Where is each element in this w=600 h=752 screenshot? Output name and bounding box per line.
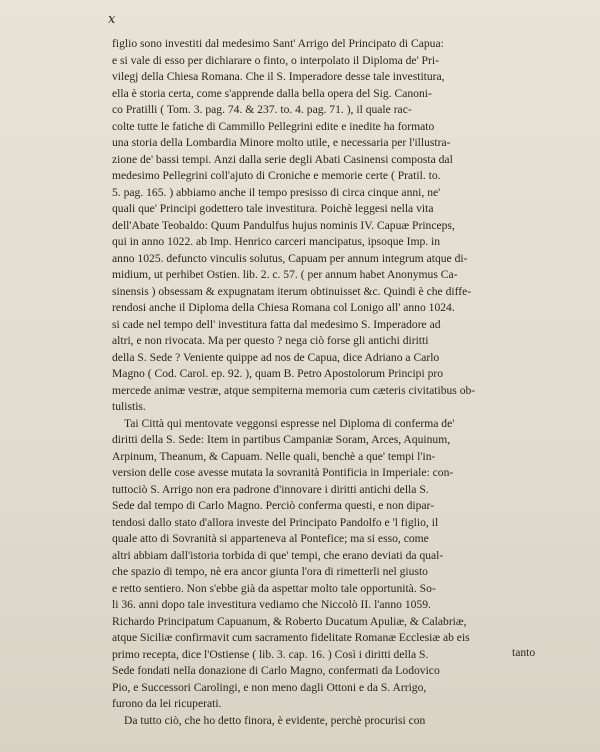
text-line: ella è storia certa, come s'apprende dalla bella opera del Sig. Canoni-: [112, 86, 432, 100]
text-line: colte tutte le fatiche di Cammillo Pellegrini edite e inedite ha formato: [112, 119, 435, 133]
text-line: tuttociò S. Arrigo non era padrone d'innovare i diritti antichi della S.: [112, 482, 429, 496]
text-line: furono da lei ricuperati.: [112, 697, 222, 710]
text-line: midium, ut perhibet Ostien. lib. 2. c. 57. ( per annum habet Anonymus Ca-: [112, 268, 458, 281]
text-line: mercede animæ vestræ, atque sempiterna memoria cum cæteris civitatibus ob-: [112, 383, 476, 397]
text-line: rendosi anche il Diploma della Chiesa Romana col Lonigo all' anno 1024.: [112, 301, 455, 314]
text-line: sinensis ) obsessam & expugnatam iterum obtinuisset &c. Quindi è che diffe-: [112, 284, 472, 298]
text-line: Pio, e Successori Carolingi, e non meno dagli Ottoni e da S. Arrigo,: [112, 680, 427, 694]
text-line: Tai Città qui mentovate veggonsi espresse nel Diploma di conferma de': [124, 416, 455, 430]
text-line: primo recepta, dice l'Ostiense ( lib. 3. cap. 16. ) Così i diritti della S.: [112, 647, 429, 661]
text-line: Sede dal tempo di Carlo Magno. Perciò conferma questi, e non dipar-: [112, 499, 435, 512]
text-line: una storia della Lombardia Minore molto utile, e necessaria per l'illustra-: [112, 136, 451, 149]
text-line: vilegj della Chiesa Romana. Che il S. Imperadore desse tale investitura,: [112, 70, 445, 83]
text-line: altri abbiam dall'istoria torbida di que' tempi, che erano deviati da qual-: [112, 548, 444, 562]
paragraph-2: [112, 416, 564, 713]
text-line: si cade nel tempo dell' investitura fatta dal medesimo S. Imperadore ad: [112, 317, 441, 331]
text-line: zione de' bassi tempi. Anzi dalla serie degli Abati Casinensi composta dal: [112, 152, 453, 166]
catchword: tanto: [512, 646, 536, 659]
text-line: Arpinum, Theanum, & Capuam. Nelle quali, benchè a que' tempi l'in-: [112, 449, 436, 463]
text-line: medesimo Pellegrini coll'ajuto di Croniche e memorie certe ( Pratil. to.: [112, 169, 441, 182]
text-line: tulistis.: [112, 400, 146, 413]
text-line: version delle cose avesse mutata la sovranità Pontificia in Imperiale: con-: [112, 466, 454, 479]
text-line: altri, e non rivocata. Ma per questo ? nega ciò forse gli antichi diritti: [112, 334, 429, 347]
text-line: Da tutto ciò, che ho detto finora, è evidente, perchè procurisi con: [124, 713, 426, 727]
text-line: anno 1025. defuncto vinculis solutus, Capuam per annum integrum atque di-: [112, 251, 468, 265]
text-line: 5. pag. 165. ) abbiamo anche il tempo presisso di circa cinque anni, ne': [112, 185, 441, 199]
body-text: [112, 36, 564, 729]
text-line: quale atto di Sovranità si apparteneva al Pontefice; ma si esso, come: [112, 532, 429, 545]
text-line: li 36. anni dopo tale investitura vediamo che Niccolò II. l'anno 1059.: [112, 598, 431, 611]
text-line: Richardo Principatum Capuanum, & Roberto Ducatum Apuliæ, & Calabriæ,: [112, 614, 467, 628]
text-line: della S. Sede ? Veniente quippe ad nos de Capua, dice Adriano a Carlo: [112, 350, 440, 364]
paragraph-1: [112, 36, 564, 416]
text-line: co Pratilli ( Tom. 3. pag. 74. & 237. to. 4. pag. 71. ), il quale rac-: [112, 103, 412, 116]
text-line: e si vale di esso per dichiarare o finto, o interpolato il Diploma de' Pri-: [112, 53, 439, 67]
text-line: Sede fondati nella donazione di Carlo Magno, confermati da Lodovico: [112, 664, 440, 677]
text-line: quali que' Principi godettero tale investitura. Poichè leggesi nella vita: [112, 202, 434, 215]
text-line: figlio sono investiti dal medesimo Sant' Arrigo del Principato di Capua:: [112, 37, 444, 50]
text-line: qui in anno 1022. ab Imp. Henrico carceri mancipatus, ipsoque Imp. in: [112, 235, 441, 248]
text-line: e retto sentiero. Non s'ebbe già da aspettar molto tale opportunità. So-: [112, 581, 436, 595]
text-line: atque Siciliæ confirmavit cum sacramento fidelitate Romanæ Ecclesiæ ab eis: [112, 631, 470, 644]
text-line: Magno ( Cod. Carol. ep. 92. ), quam B. Petro Apostolorum Principi pro: [112, 367, 444, 380]
paragraph-3: [112, 713, 564, 730]
text-line: dell'Abate Teobaldo: Quum Pandulfus hujus nominis IV. Capuæ Princeps,: [112, 218, 455, 232]
text-line: tendosi dallo stato d'allora investe del Principato Pandolfo e 'l figlio, il: [112, 515, 439, 529]
text-line: che spazio di tempo, nè era ancor giunta l'ora di rimetterli nel giusto: [112, 565, 428, 578]
page-number: x: [108, 12, 116, 27]
text-line: diritti della S. Sede: Item in partibus Campaniæ Soram, Arces, Aquinum,: [112, 433, 451, 446]
